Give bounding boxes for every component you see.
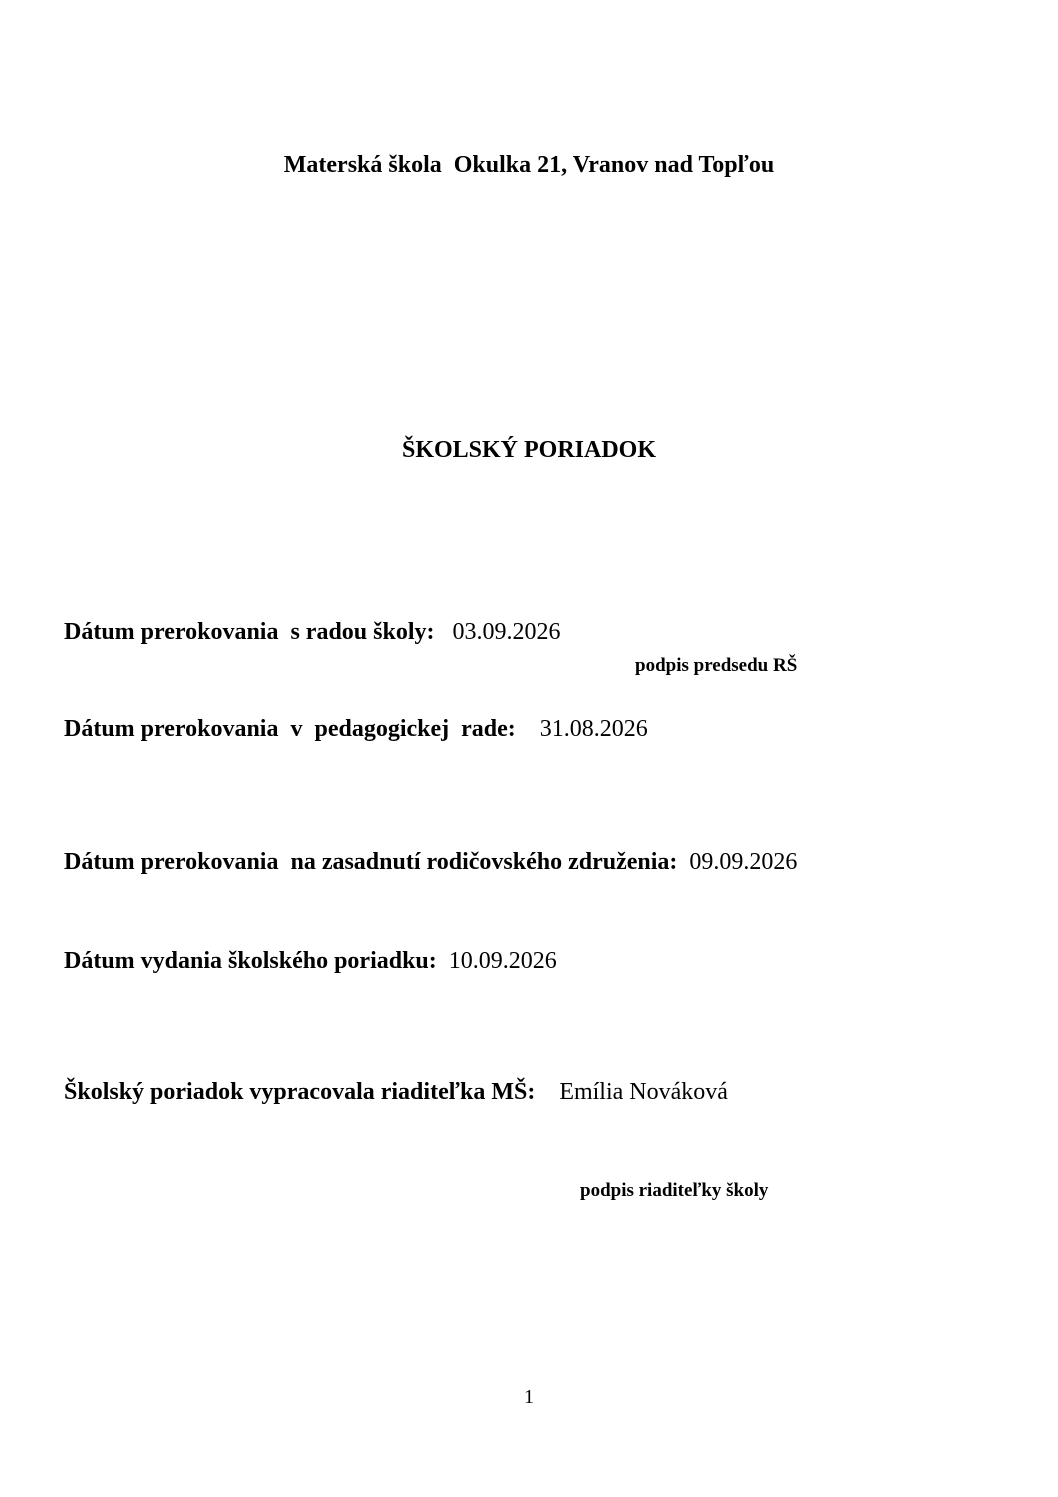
parents-meeting-date-label: Dátum prerokovania na zasadnutí rodičovského združenia: [64, 849, 678, 875]
author-value: Emília Nováková [559, 1079, 728, 1105]
pedagogical-council-date-row [64, 717, 648, 741]
director-signature-label: podpis riaditeľky školy [580, 1180, 769, 1201]
page-number: 1 [524, 1386, 534, 1408]
author-row [64, 1080, 728, 1104]
document-title: ŠKOLSKÝ PORIADOK [401, 437, 657, 463]
pedagogical-council-date-value: 31.08.2026 [539, 716, 648, 742]
board-review-date-row [64, 620, 561, 644]
parents-meeting-date-value: 09.09.2026 [689, 849, 798, 875]
parents-meeting-date-row [64, 850, 797, 874]
pedagogical-council-date-label: Dátum prerokovania v pedagogickej rade: [64, 716, 516, 742]
board-chair-signature-label: podpis predsedu RŠ [635, 655, 798, 676]
issue-date-value: 10.09.2026 [448, 948, 557, 974]
author-label: Školský poriadok vypracovala riaditeľka MŠ: [64, 1079, 536, 1105]
board-review-date-value: 03.09.2026 [452, 619, 561, 645]
board-review-date-label: Dátum prerokovania s radou školy: [64, 619, 435, 645]
school-name: Materská škola Okulka 21, Vranov nad Topľou [283, 152, 775, 178]
issue-date-label: Dátum vydania školského poriadku: [64, 948, 437, 974]
issue-date-row [64, 949, 557, 973]
